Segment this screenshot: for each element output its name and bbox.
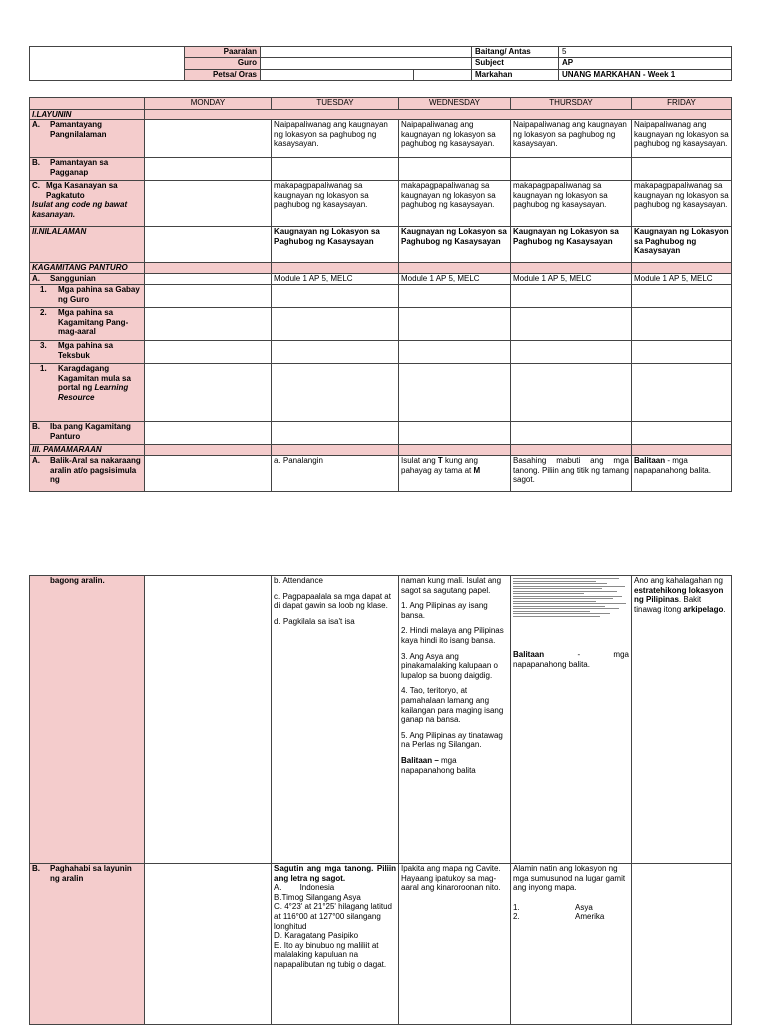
kagamitang-wednesday <box>399 308 511 341</box>
iba-wednesday <box>399 422 511 445</box>
karagdagang-label: 1. Karagdagang Kagamitan mula sa portal ng Learning Resource <box>30 364 145 422</box>
pamantayan-sa-pagganap-label: B. Pamantayan sa Pagganap <box>30 158 145 181</box>
nilalaman-heading: II.NILALAMAN <box>30 227 145 263</box>
layunin-span <box>145 110 732 120</box>
day-thursday: THURSDAY <box>511 98 632 110</box>
kagamitan-wednesday <box>399 263 511 274</box>
paghahabi-wednesday: Ipakita ang mapa ng Cavite. Hayaang ipatukoy sa mag-aaral ang kinaroroonan nito. <box>399 864 511 1025</box>
wed-item: 1. Ang Pilipinas ay isang bansa. <box>401 601 488 620</box>
sanggunian-monday <box>145 274 272 285</box>
subject-value: AP <box>559 58 732 69</box>
b-tuesday <box>272 158 399 181</box>
teksbuk-thursday <box>511 341 632 364</box>
wed-item: 3. Ang Asya ang pinakamalaking kalupaan o lupalop sa buong daigdig. <box>401 651 498 680</box>
subject-label: Subject <box>472 58 559 69</box>
corner-cell <box>30 98 145 110</box>
wed-item: 5. Ang Pilipinas ay tinatawag na Perlas ng Silangan. <box>401 730 503 750</box>
day-wednesday: WEDNESDAY <box>399 98 511 110</box>
lesson-plan-table-continued <box>29 575 732 1025</box>
teksbuk-friday <box>632 341 732 364</box>
karagdagang-thursday <box>511 364 632 422</box>
wed-item: 2. Hindi malaya ang Pilipinas kaya hindi ito isang bansa. <box>401 626 504 645</box>
guro-value <box>261 58 472 69</box>
paghahabi-friday <box>632 864 732 1025</box>
location-item: 2. Amerika <box>513 912 605 922</box>
pamamaraan-monday <box>145 445 272 456</box>
balik-aral-continued-label: bagong aralin. <box>30 576 145 864</box>
c-tuesday: makapagpapaliwanag sa kaugnayan ng lokasyon sa paghubog ng kasaysayan. <box>272 181 399 227</box>
teksbuk-label: 3. Mga pahina sa Teksbuk <box>30 341 145 364</box>
header-table <box>29 46 732 81</box>
sanggunian-tuesday: Module 1 AP 5, MELC <box>272 274 399 285</box>
gabay-thursday <box>511 285 632 308</box>
b-monday <box>145 158 272 181</box>
guro-label: Guro <box>185 58 261 69</box>
pamamaraan-tuesday <box>272 445 399 456</box>
teksbuk-tuesday <box>272 341 399 364</box>
iba-tuesday <box>272 422 399 445</box>
paghahabi-thursday: Alamin natin ang lokasyon ng mga sumusunod na lugar gamit ang inyong mapa. 1. Asya 2. Amerika <box>511 864 632 1025</box>
c-monday <box>145 181 272 227</box>
a-friday: Naipapaliwanag ang kaugnayan ng lokasyon sa paghubog ng kasaysayan. <box>632 120 732 158</box>
pamamaraan-thursday <box>511 445 632 456</box>
nilalaman-monday <box>145 227 272 263</box>
iba-thursday <box>511 422 632 445</box>
balik-friday: Balitaan - mga napapanahong balita. <box>632 456 732 492</box>
oras-value <box>414 69 472 80</box>
day-tuesday: TUESDAY <box>272 98 399 110</box>
balik-thursday: Basahing mabuti ang mga tanong. Piliin ang titik ng tamang sagot. <box>511 456 632 492</box>
balik-tuesday: a. Panalangin <box>272 456 399 492</box>
cont-wednesday: naman kung mali. Isulat ang sagot sa sagutang papel. 1. Ang Pilipinas ay isang bansa. 2. Hindi malaya ang Pilipinas kaya hindi ito isang bansa. 3. Ang Asya ang pinakamalaking kalupaan o lupalop sa buong daigdig. 4. Tao, teritoryo, at pamahalaan lamang ang kailangan para maging isang ganap na bansa. 5. Ang Pilipinas ay tinatawag na Perlas ng Silangan. Balitaan – mga napapanahong balita <box>399 576 511 864</box>
kagamitan-monday <box>145 263 272 274</box>
cont-thursday: Balitaan - mga napapanahong balita. <box>511 576 632 864</box>
pamantayang-pangnilalaman-label: A. Pamantayang Pangnilalaman <box>30 120 145 158</box>
gabay-wednesday <box>399 285 511 308</box>
cont-friday: Ano ang kahalagahan ng estratehikong lokasyon ng Pilipinas. Bakit tinawag itong arkipelago. <box>632 576 732 864</box>
c-thursday: makapagpapaliwanag sa kaugnayan ng lokasyon sa paghubog ng kasaysayan. <box>511 181 632 227</box>
cont-tuesday: b. Attendance c. Pagpapaalala sa mga dapat at di dapat gawin sa loob ng klase. d. Pagkilala sa isa't isa <box>272 576 399 864</box>
teksbuk-monday <box>145 341 272 364</box>
gabay-friday <box>632 285 732 308</box>
b-friday <box>632 158 732 181</box>
baitang-label: Baitang/ Antas <box>472 47 559 58</box>
wed-item: 4. Tao, teritoryo, at pamahalaan lamang ang kailangan para maging isang ganap na bansa. <box>401 686 504 725</box>
karagdagang-friday <box>632 364 732 422</box>
sanggunian-friday: Module 1 AP 5, MELC <box>632 274 732 285</box>
location-item: 1. Asya <box>513 902 593 912</box>
quiz-thumbnail-image <box>513 578 631 644</box>
header-blank <box>30 47 185 81</box>
day-monday: MONDAY <box>145 98 272 110</box>
paaralan-value <box>261 47 472 58</box>
kagamitang-label: 2. Mga pahina sa Kagamitang Pang-mag-aaral <box>30 308 145 341</box>
a-thursday: Naipapaliwanag ang kaugnayan ng lokasyon sa paghubog ng kasaysayan. <box>511 120 632 158</box>
c-wednesday: makapagpapaliwanag sa kaugnayan ng lokasyon sa paghubog ng kasaysayan. <box>399 181 511 227</box>
gabay-monday <box>145 285 272 308</box>
kasanayan-label: C. Mga Kasanayan sa Pagkatuto Isulat ang code ng bawat kasanayan. <box>30 181 145 227</box>
layunin-heading: I.LAYUNIN <box>30 110 145 120</box>
a-tuesday: Naipapaliwanag ang kaugnayan ng lokasyon sa paghubog ng kasaysayan. <box>272 120 399 158</box>
paaralan-label: Paaralan <box>185 47 261 58</box>
karagdagang-monday <box>145 364 272 422</box>
b-wednesday <box>399 158 511 181</box>
paghahabi-label: B. Paghahabi sa layunin ng aralin <box>30 864 145 1025</box>
nilalaman-tuesday: Kaugnayan ng Lokasyon sa Paghubog ng Kasaysayan <box>272 227 399 263</box>
sanggunian-thursday: Module 1 AP 5, MELC <box>511 274 632 285</box>
gabay-tuesday <box>272 285 399 308</box>
cont-monday <box>145 576 272 864</box>
day-friday: FRIDAY <box>632 98 732 110</box>
sanggunian-label: A. Sanggunian <box>30 274 145 285</box>
baitang-value: 5 <box>559 47 732 58</box>
paghahabi-tuesday: Sagutin ang mga tanong. Piliin ang letra ng sagot. A. Indonesia B.Timog Silangang Asya C. 4°23' at 21°25' hilagang latitud at 116°00 at 127°00 silangang longhitud D. Karagatang Pasipiko E. Ito ay binubuo ng maliliit at malalaking kapuluan na napapalibutan ng tubig o dagat. <box>272 864 399 1025</box>
kagamitan-friday <box>632 263 732 274</box>
balik-wednesday: Isulat ang T kung ang pahayag ay tama at M <box>399 456 511 492</box>
kagamitang-tuesday <box>272 308 399 341</box>
nilalaman-friday: Kaugnayan ng Lokasyon sa Paghubog ng Kasaysayan <box>632 227 732 263</box>
kagamitan-heading: KAGAMITANG PANTURO <box>30 263 145 274</box>
kagamitan-tuesday <box>272 263 399 274</box>
sanggunian-wednesday: Module 1 AP 5, MELC <box>399 274 511 285</box>
b-thursday <box>511 158 632 181</box>
balik-monday <box>145 456 272 492</box>
nilalaman-thursday: Kaugnayan ng Lokasyon sa Paghubog ng Kasaysayan <box>511 227 632 263</box>
iba-friday <box>632 422 732 445</box>
pamamaraan-wednesday <box>399 445 511 456</box>
petsa-label: Petsa/ Oras <box>185 69 261 80</box>
pamamaraan-friday <box>632 445 732 456</box>
markahan-value: UNANG MARKAHAN - Week 1 <box>559 69 732 80</box>
balik-aral-label: A. Balik-Aral sa nakaraang aralin at/o pagsisimula ng <box>30 456 145 492</box>
kagamitang-friday <box>632 308 732 341</box>
karagdagang-wednesday <box>399 364 511 422</box>
kagamitan-thursday <box>511 263 632 274</box>
iba-pang-kagamitan-label: B. Iba pang Kagamitang Panturo <box>30 422 145 445</box>
iba-monday <box>145 422 272 445</box>
gabay-label: 1. Mga pahina sa Gabay ng Guro <box>30 285 145 308</box>
markahan-label: Markahan <box>472 69 559 80</box>
karagdagang-tuesday <box>272 364 399 422</box>
teksbuk-wednesday <box>399 341 511 364</box>
lesson-plan-table <box>29 97 732 492</box>
pamamaraan-heading: III. PAMAMARAAN <box>30 445 145 456</box>
a-monday <box>145 120 272 158</box>
paghahabi-monday <box>145 864 272 1025</box>
nilalaman-wednesday: Kaugnayan ng Lokasyon sa Paghubog ng Kasaysayan <box>399 227 511 263</box>
kagamitang-monday <box>145 308 272 341</box>
c-friday: makapagpapaliwanag sa kaugnayan ng lokasyon sa paghubog ng kasaysayan. <box>632 181 732 227</box>
kagamitang-thursday <box>511 308 632 341</box>
petsa-value <box>261 69 414 80</box>
a-wednesday: Naipapaliwanag ang kaugnayan ng lokasyon sa paghubog ng kasaysayan. <box>399 120 511 158</box>
